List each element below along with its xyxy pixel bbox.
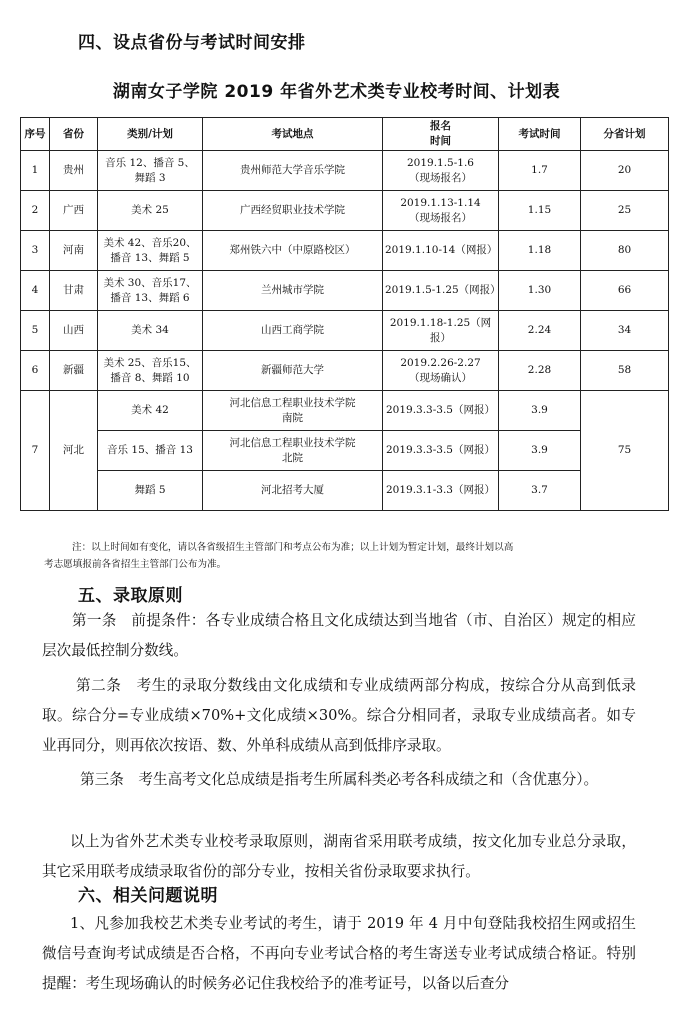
notice-item-1: 1、凡参加我校艺术类专业考试的考生，请于 2019 年 4 月中旬登陆我校招生网或招生微信号查询考试成绩是否合格，不再向专业考试合格的考生寄送专业考试成绩合格证。特别提醒：考生现场确认的时候务必记住我校给予的准考证号，以备以后查分 <box>42 915 636 992</box>
cell-registration-mode: （现场报名） <box>409 211 472 224</box>
cell-exam-time: 2.24 <box>499 311 581 351</box>
cell-quota: 66 <box>581 271 669 311</box>
cell-seq: 2 <box>21 191 50 231</box>
cell-registration-mode: （现场报名） <box>409 171 472 184</box>
cell-exam-time: 1.18 <box>499 231 581 271</box>
admission-rule-3: 第三条 考生高考文化总成绩是指考生所属科类必考各科成绩之和（含优惠分）。 <box>80 771 599 788</box>
cell-registration: 2019.3.1-3.3（网报） <box>383 471 499 511</box>
cell-registration: 2019.1.5-1.25（网报） <box>383 271 499 311</box>
exam-schedule-table <box>20 117 669 511</box>
table-row <box>21 151 669 191</box>
cell-province: 山西 <box>50 311 98 351</box>
section-heading-5: 五、录取原则 <box>78 586 183 606</box>
cell-exam-time: 3.9 <box>499 391 581 431</box>
cell-category: 美术 42、音乐20、播音 13、舞蹈 5 <box>98 231 203 271</box>
cell-exam-time: 1.30 <box>499 271 581 311</box>
cell-category: 美术 34 <box>98 311 203 351</box>
cell-province: 广西 <box>50 191 98 231</box>
table-note: 注：以上时间如有变化，请以各省级招生主管部门和考点公布为准；以上计划为暂定计划，最终计划以高 <box>72 542 514 553</box>
cell-category: 美术 25、音乐15、播音 8、舞蹈 10 <box>98 351 203 391</box>
admission-summary: 以上为省外艺术类专业校考录取原则，湖南省采用联考成绩，按文化加专业总分录取，其它采用联考成绩录取省份的部分专业，按相关省份录取要求执行。 <box>42 833 636 880</box>
cell-location-line1: 河北信息工程职业技术学院 <box>229 436 356 449</box>
cell-seq: 5 <box>21 311 50 351</box>
cell-exam-time: 3.9 <box>499 431 581 471</box>
cell-location: 贵州师范大学音乐学院 <box>203 151 383 191</box>
cell-location: 新疆师范大学 <box>203 351 383 391</box>
table-row <box>21 271 669 311</box>
cell-exam-time: 2.28 <box>499 351 581 391</box>
cell-category: 音乐 15、播音 13 <box>98 431 203 471</box>
cell-registration <box>383 351 499 391</box>
table-row <box>21 391 669 431</box>
cell-location: 山西工商学院 <box>203 311 383 351</box>
cell-category: 美术 25 <box>98 191 203 231</box>
cell-province: 甘肃 <box>50 271 98 311</box>
cell-quota: 25 <box>581 191 669 231</box>
table-row <box>21 471 669 511</box>
cell-location: 广西经贸职业技术学院 <box>203 191 383 231</box>
cell-exam-time: 1.15 <box>499 191 581 231</box>
cell-registration-dates: 2019.1.13-1.14 <box>400 196 481 209</box>
cell-registration: 2019.1.18-1.25（网报） <box>383 311 499 351</box>
cell-location: 河北招考大厦 <box>203 471 383 511</box>
cell-seq: 6 <box>21 351 50 391</box>
cell-location-line2: 南院 <box>282 411 303 424</box>
cell-location: 郑州铁六中（中原路校区） <box>203 231 383 271</box>
table-row <box>21 351 669 391</box>
cell-location-line1: 河北信息工程职业技术学院 <box>229 396 356 409</box>
table-row <box>21 231 669 271</box>
table-title: 湖南女子学院 2019 年省外艺术类专业校考时间、计划表 <box>112 82 561 102</box>
cell-exam-time: 1.7 <box>499 151 581 191</box>
admission-rule-2: 第二条 考生的录取分数线由文化成绩和专业成绩两部分构成，按综合分从高到低录取。综合分=专业成绩×70%+文化成绩×30%。综合分相同者，录取专业成绩高者。如专业再同分，则再依次按语、数、外单科成绩从高到低排序录取。 <box>42 677 636 754</box>
section-heading-4: 四、设点省份与考试时间安排 <box>78 33 306 53</box>
cell-province: 贵州 <box>50 151 98 191</box>
cell-seq: 7 <box>21 391 50 511</box>
cell-seq: 1 <box>21 151 50 191</box>
header-registration <box>383 118 499 151</box>
header-category: 类别/计划 <box>98 118 203 151</box>
cell-category: 音乐 12、播音 5、舞蹈 3 <box>98 151 203 191</box>
cell-quota: 75 <box>581 391 669 511</box>
table-header-row <box>21 118 669 151</box>
cell-registration-dates: 2019.2.26-2.27 <box>400 356 481 369</box>
cell-seq: 4 <box>21 271 50 311</box>
cell-location <box>203 391 383 431</box>
cell-quota: 58 <box>581 351 669 391</box>
cell-registration: 2019.3.3-3.5（网报） <box>383 391 499 431</box>
cell-category: 舞蹈 5 <box>98 471 203 511</box>
cell-quota: 34 <box>581 311 669 351</box>
cell-registration-dates: 2019.1.5-1.6 <box>406 156 474 169</box>
cell-quota: 20 <box>581 151 669 191</box>
admission-rule-1: 第一条 前提条件：各专业成绩合格且文化成绩达到当地省（市、自治区）规定的相应层次最低控制分数线。 <box>42 612 636 659</box>
cell-location <box>203 431 383 471</box>
cell-registration <box>383 151 499 191</box>
table-row <box>21 191 669 231</box>
cell-province: 河北 <box>50 391 98 511</box>
header-quota: 分省计划 <box>581 118 669 151</box>
cell-quota: 80 <box>581 231 669 271</box>
cell-seq: 3 <box>21 231 50 271</box>
cell-exam-time: 3.7 <box>499 471 581 511</box>
cell-province: 新疆 <box>50 351 98 391</box>
cell-registration-mode: （现场确认） <box>409 371 472 384</box>
header-registration-line2: 时间 <box>430 135 451 147</box>
cell-registration: 2019.1.10-14（网报） <box>383 231 499 271</box>
section-heading-6: 六、相关问题说明 <box>78 886 218 906</box>
table-note-continued: 考志愿填报前各省招生主管部门公布为准。 <box>44 559 227 570</box>
table-row <box>21 311 669 351</box>
cell-registration: 2019.3.3-3.5（网报） <box>383 431 499 471</box>
header-seq: 序号 <box>21 118 50 151</box>
header-province: 省份 <box>50 118 98 151</box>
cell-category: 美术 30、音乐17、播音 13、舞蹈 6 <box>98 271 203 311</box>
cell-registration <box>383 191 499 231</box>
table-row <box>21 431 669 471</box>
cell-province: 河南 <box>50 231 98 271</box>
header-location: 考试地点 <box>203 118 383 151</box>
header-registration-line1: 报名 <box>430 120 451 132</box>
cell-location-line2: 北院 <box>282 451 303 464</box>
cell-category: 美术 42 <box>98 391 203 431</box>
cell-location: 兰州城市学院 <box>203 271 383 311</box>
header-exam-time: 考试时间 <box>499 118 581 151</box>
